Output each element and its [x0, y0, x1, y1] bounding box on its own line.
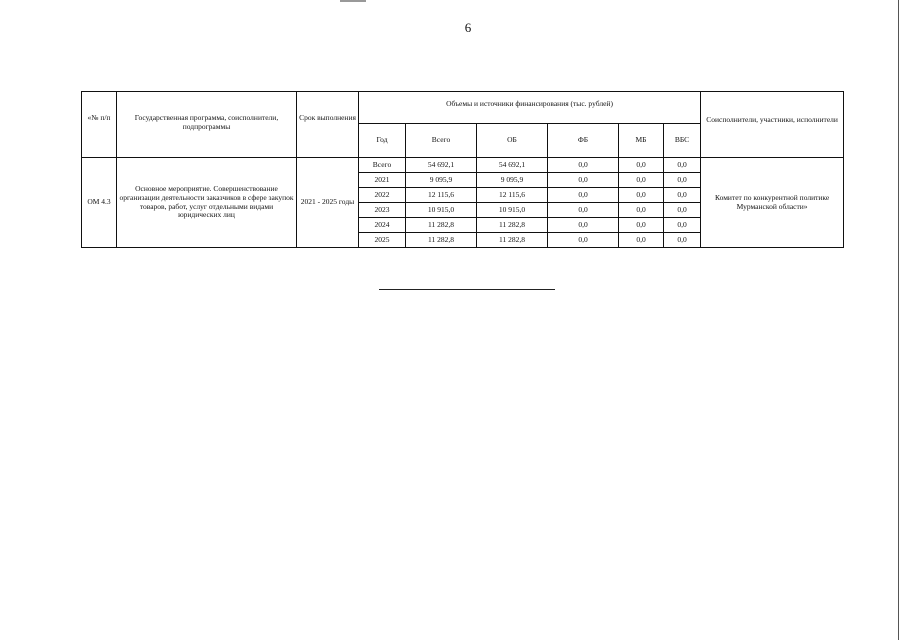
cell-fb: 0,0 [548, 158, 619, 173]
cell-ob: 9 095,9 [477, 173, 548, 188]
cell-vbs: 0,0 [664, 203, 701, 218]
cell-mb: 0,0 [619, 188, 664, 203]
cell-total: 12 115,6 [406, 188, 477, 203]
scan-edge [898, 0, 899, 640]
subheader-vbs: ВБС [664, 124, 701, 158]
cell-vbs: 0,0 [664, 158, 701, 173]
table-row [82, 158, 844, 173]
cell-year: 2024 [359, 218, 406, 233]
cell-vbs: 0,0 [664, 233, 701, 248]
cell-vbs: 0,0 [664, 173, 701, 188]
header-row [82, 92, 844, 124]
cell-ob: 11 282,8 [477, 233, 548, 248]
subheader-mb: МБ [619, 124, 664, 158]
closing-rule [379, 289, 555, 290]
cell-fb: 0,0 [548, 233, 619, 248]
cell-total: 9 095,9 [406, 173, 477, 188]
cell-fb: 0,0 [548, 188, 619, 203]
cell-mb: 0,0 [619, 173, 664, 188]
cell-ob: 54 692,1 [477, 158, 548, 173]
financing-table [81, 91, 844, 248]
entry-program: Основное мероприятие. Совершенствование организации деятельности заказчиков в сфере закупок товаров, работ, услуг отдельными видами юридических лиц [117, 158, 297, 248]
cell-mb: 0,0 [619, 158, 664, 173]
page-number: 6 [464, 20, 472, 35]
cell-year: 2021 [359, 173, 406, 188]
cell-year: 2023 [359, 203, 406, 218]
subheader-fb: ФБ [548, 124, 619, 158]
cell-ob: 11 282,8 [477, 218, 548, 233]
entry-term: 2021 - 2025 годы [297, 158, 359, 248]
cell-year: Всего [359, 158, 406, 173]
cell-fb: 0,0 [548, 218, 619, 233]
cell-year: 2022 [359, 188, 406, 203]
cell-year: 2025 [359, 233, 406, 248]
cell-mb: 0,0 [619, 233, 664, 248]
cell-total: 11 282,8 [406, 218, 477, 233]
subheader-ob: ОБ [477, 124, 548, 158]
cell-ob: 12 115,6 [477, 188, 548, 203]
subheader-total: Всего [406, 124, 477, 158]
header-term: Срок выполнения [297, 92, 359, 158]
cell-vbs: 0,0 [664, 188, 701, 203]
scan-artifact [340, 0, 366, 2]
header-program: Государственная программа, соисполнители, подпрограммы [117, 92, 297, 158]
cell-total: 54 692,1 [406, 158, 477, 173]
cell-vbs: 0,0 [664, 218, 701, 233]
entry-num: ОМ 4.3 [82, 158, 117, 248]
cell-mb: 0,0 [619, 218, 664, 233]
cell-fb: 0,0 [548, 173, 619, 188]
cell-ob: 10 915,0 [477, 203, 548, 218]
header-num: «№ п/п [82, 92, 117, 158]
subheader-year: Год [359, 124, 406, 158]
entry-executor: Комитет по конкурентной политике Мурманской области» [701, 158, 844, 248]
cell-mb: 0,0 [619, 203, 664, 218]
cell-total: 11 282,8 [406, 233, 477, 248]
header-volumes: Объемы и источники финансирования (тыс. рублей) [359, 92, 701, 124]
cell-total: 10 915,0 [406, 203, 477, 218]
header-executors: Соисполнители, участники, исполнители [701, 92, 844, 158]
cell-fb: 0,0 [548, 203, 619, 218]
